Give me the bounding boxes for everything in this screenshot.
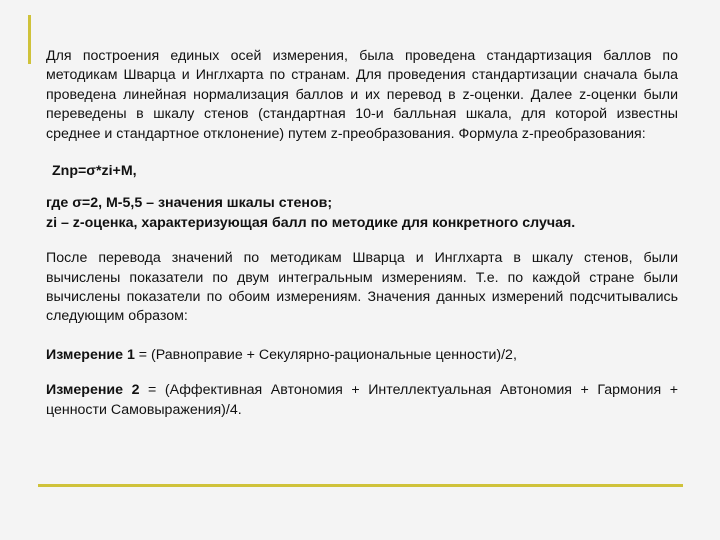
measure-1-label: Измерение 1 xyxy=(46,346,135,363)
definition-line-2: zi – z-оценка, характеризующая балл по методике для конкретного случая. xyxy=(46,214,576,231)
intro-paragraph: Для построения единых осей измерения, была проведена стандартизация баллов по методикам Шварца и Инглхарта по странам. Для проведения стандартизации сначала была проведена линейная нормализация баллов и их перевод в z-оценки. Далее z-оценки были переведены в шкалу стенов (стандартная 10-и балльная шкала, для которой известны среднее и стандартное отклонение) путем z-преобразования. Формула z-преобразования: xyxy=(46,48,678,142)
measure-2 xyxy=(46,381,678,420)
slide-body xyxy=(46,47,678,420)
measure-1 xyxy=(46,346,678,365)
formula: Znp=σ*zi+M, xyxy=(52,163,137,180)
measure-2-text: = (Аффективная Автономия + Интеллектуальная Автономия + Гармония + ценности Самовыражения)/4. xyxy=(46,382,678,418)
measure-1-text: = (Равноправие + Секулярно-рациональные ценности)/2, xyxy=(134,346,517,363)
accent-horizontal-rule xyxy=(38,484,683,487)
accent-vertical-rule xyxy=(28,15,31,64)
definition-line-1: где σ=2, М-5,5 – значения шкалы стенов; xyxy=(46,195,333,212)
second-paragraph: После перевода значений по методикам Шварца и Инглхарта в шкалу стенов, были вычислены показатели по двум интегральным измерениям. Т.е. по каждой стране были вычислены показатели по обоим измерениям. Значения данных измерений подсчитывались следующим образом: xyxy=(46,250,678,325)
measure-2-label: Измерение 2 xyxy=(46,382,140,399)
